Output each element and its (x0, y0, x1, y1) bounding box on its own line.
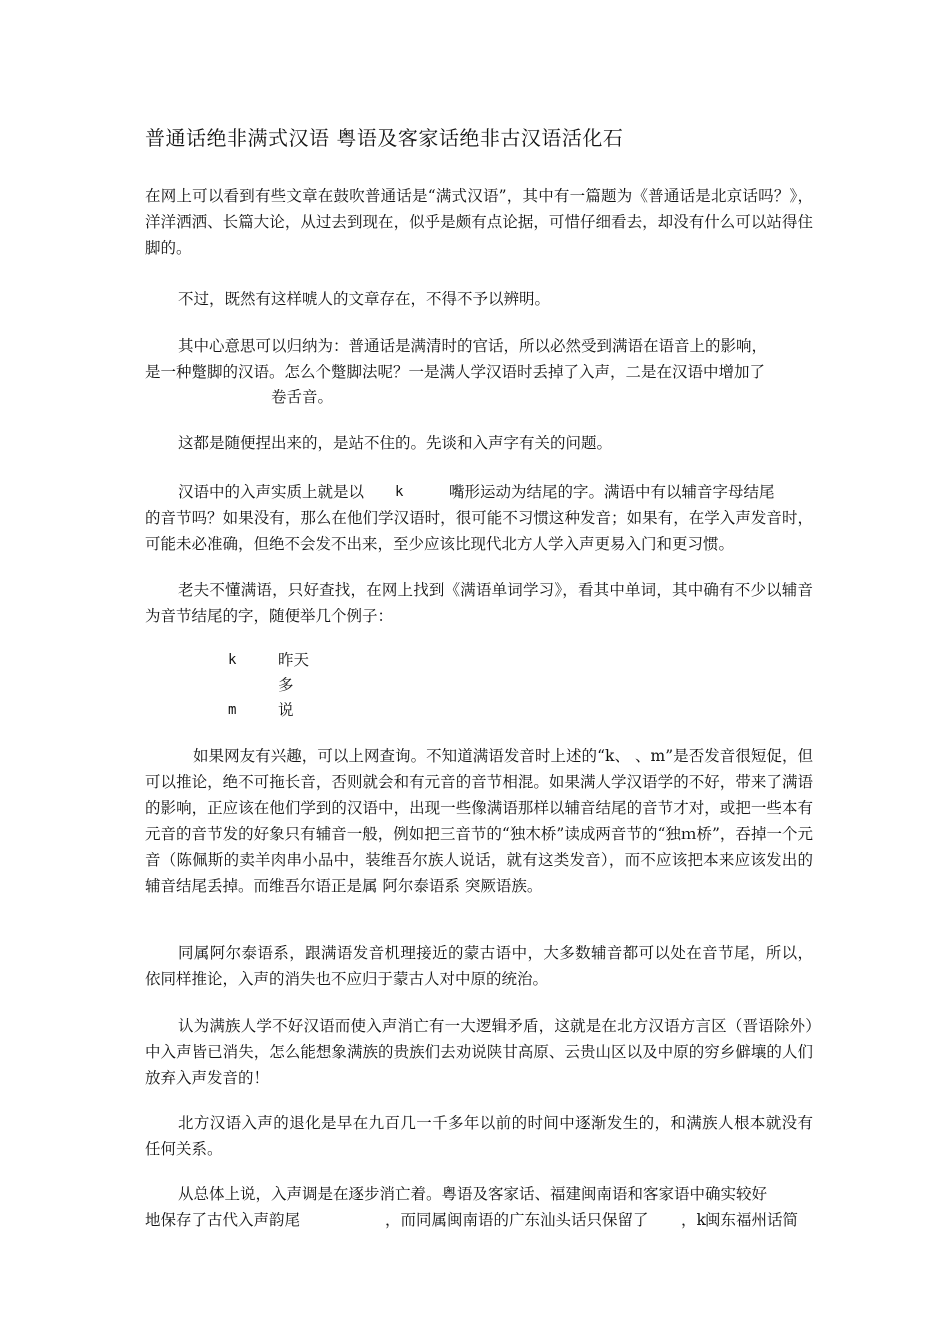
paragraph-3-line-1: 其中心意思可以归纳为：普通话是满清时的官话，所以必然受到满语在语音上的影响， (178, 337, 768, 355)
paragraph-3-line-2: 是一种蹩脚的汉语。怎么个蹩脚法呢？一是满人学汉语时丢掉了入声，二是在汉语中增加了 (145, 363, 766, 381)
paragraph-11-line-1: 从总体上说，入声调是在逐步消亡着。粤语及客家话、福建闽南语和客家语中确实较好 (178, 1185, 768, 1203)
paragraph-5-rest: 的音节吗？如果没有，那么在他们学汉语时，很可能不习惯这种发音；如果有，在学入声发音时，可能未必准确，但绝不会发不出来，至少应该比现代北方人学入声更易入门和更习惯。 (145, 509, 813, 553)
example-meaning: 多 (278, 676, 294, 694)
paragraph-11-line-2a: 地保存了古代入声韵尾 (145, 1211, 301, 1229)
paragraph-5-line-1b: 嘴形运动为结尾的字。满语中有以辅音字母结尾 (449, 483, 775, 501)
example-sound: m (228, 702, 237, 718)
paragraph-11-line-2d: 闽东福州话简 (705, 1211, 799, 1229)
paragraph-6: 老夫不懂满语，只好查找，在网上找到《满语单词学习》，看其中单词，其中确有不少以辅音为音节结尾的字，随便举几个例子： (145, 581, 813, 625)
paragraph-3-line-3: 卷舌音。 (271, 388, 334, 406)
paragraph-2: 不过，既然有这样唬人的文章存在，不得不予以辨明。 (178, 290, 551, 308)
paragraph-5-line-1a: 汉语中的入声实质上就是以 (178, 483, 365, 501)
example-sound: k (228, 652, 237, 668)
paragraph-5-k: k (395, 484, 404, 500)
paragraph-11-line-2b: ，而同属闽南语的广东汕头话只保留了 (385, 1211, 649, 1229)
example-meaning: 昨天 (278, 651, 310, 669)
paragraph-8: 同属阿尔泰语系，跟满语发音机理接近的蒙古语中，大多数辅音都可以处在音节尾，所以，依同样推论，入声的消失也不应归于蒙古人对中原的统治。 (145, 944, 813, 988)
paragraph-4: 这都是随便捏出来的，是站不住的。先谈和入声字有关的问题。 (178, 434, 613, 452)
paragraph-10: 北方汉语入声的退化是早在九百几一千多年以前的时间中逐渐发生的，和满族人根本就没有任何关系。 (145, 1114, 813, 1158)
paragraph-9: 认为满族人学不好汉语而使入声消亡有一大逻辑矛盾，这就是在北方汉语方言区（晋语除外）中入声皆已消失，怎么能想象满族的贵族们去劝说陕甘高原、云贵山区以及中原的穷乡僻壤的人们放弃入声发音的！ (145, 1017, 813, 1087)
page-title: 普通话绝非满式汉语 粤语及客家话绝非古汉语活化石 (145, 126, 624, 150)
paragraph-7: 如果网友有兴趣，可以上网查询。不知道满语发音时上述的“k、 、m”是否发音很短促，但可以推论，绝不可拖长音，否则就会和有元音的音节相混。如果满人学汉语学的不好，带来了满语的影响，正应该在他们学到的汉语中，出现一些像满语那样以辅音结尾的音节才对，或把一些本有元音的音节发的好象只有辅音一般，例如把三音节的“独木桥”读成两音节的“独ｍ桥”，吞掉一个元音（陈佩斯的卖羊肉串小品中，装维吾尔族人说话，就有这类发音），而不应该把本来应该发出的辅音结尾丢掉。而维吾尔语正是属 阿尔泰语系 突厥语族。 (145, 747, 813, 895)
paragraph-intro: 在网上可以看到有些文章在鼓吹普通话是“满式汉语”，其中有一篇题为《普通话是北京话吗？》，洋洋洒洒、长篇大论，从过去到现在，似乎是颇有点论据，可惜仔细看去，却没有什么可以站得住脚的。 (145, 187, 813, 257)
example-meaning: 说 (278, 701, 294, 719)
paragraph-11-line-2c: ，k (681, 1211, 706, 1229)
